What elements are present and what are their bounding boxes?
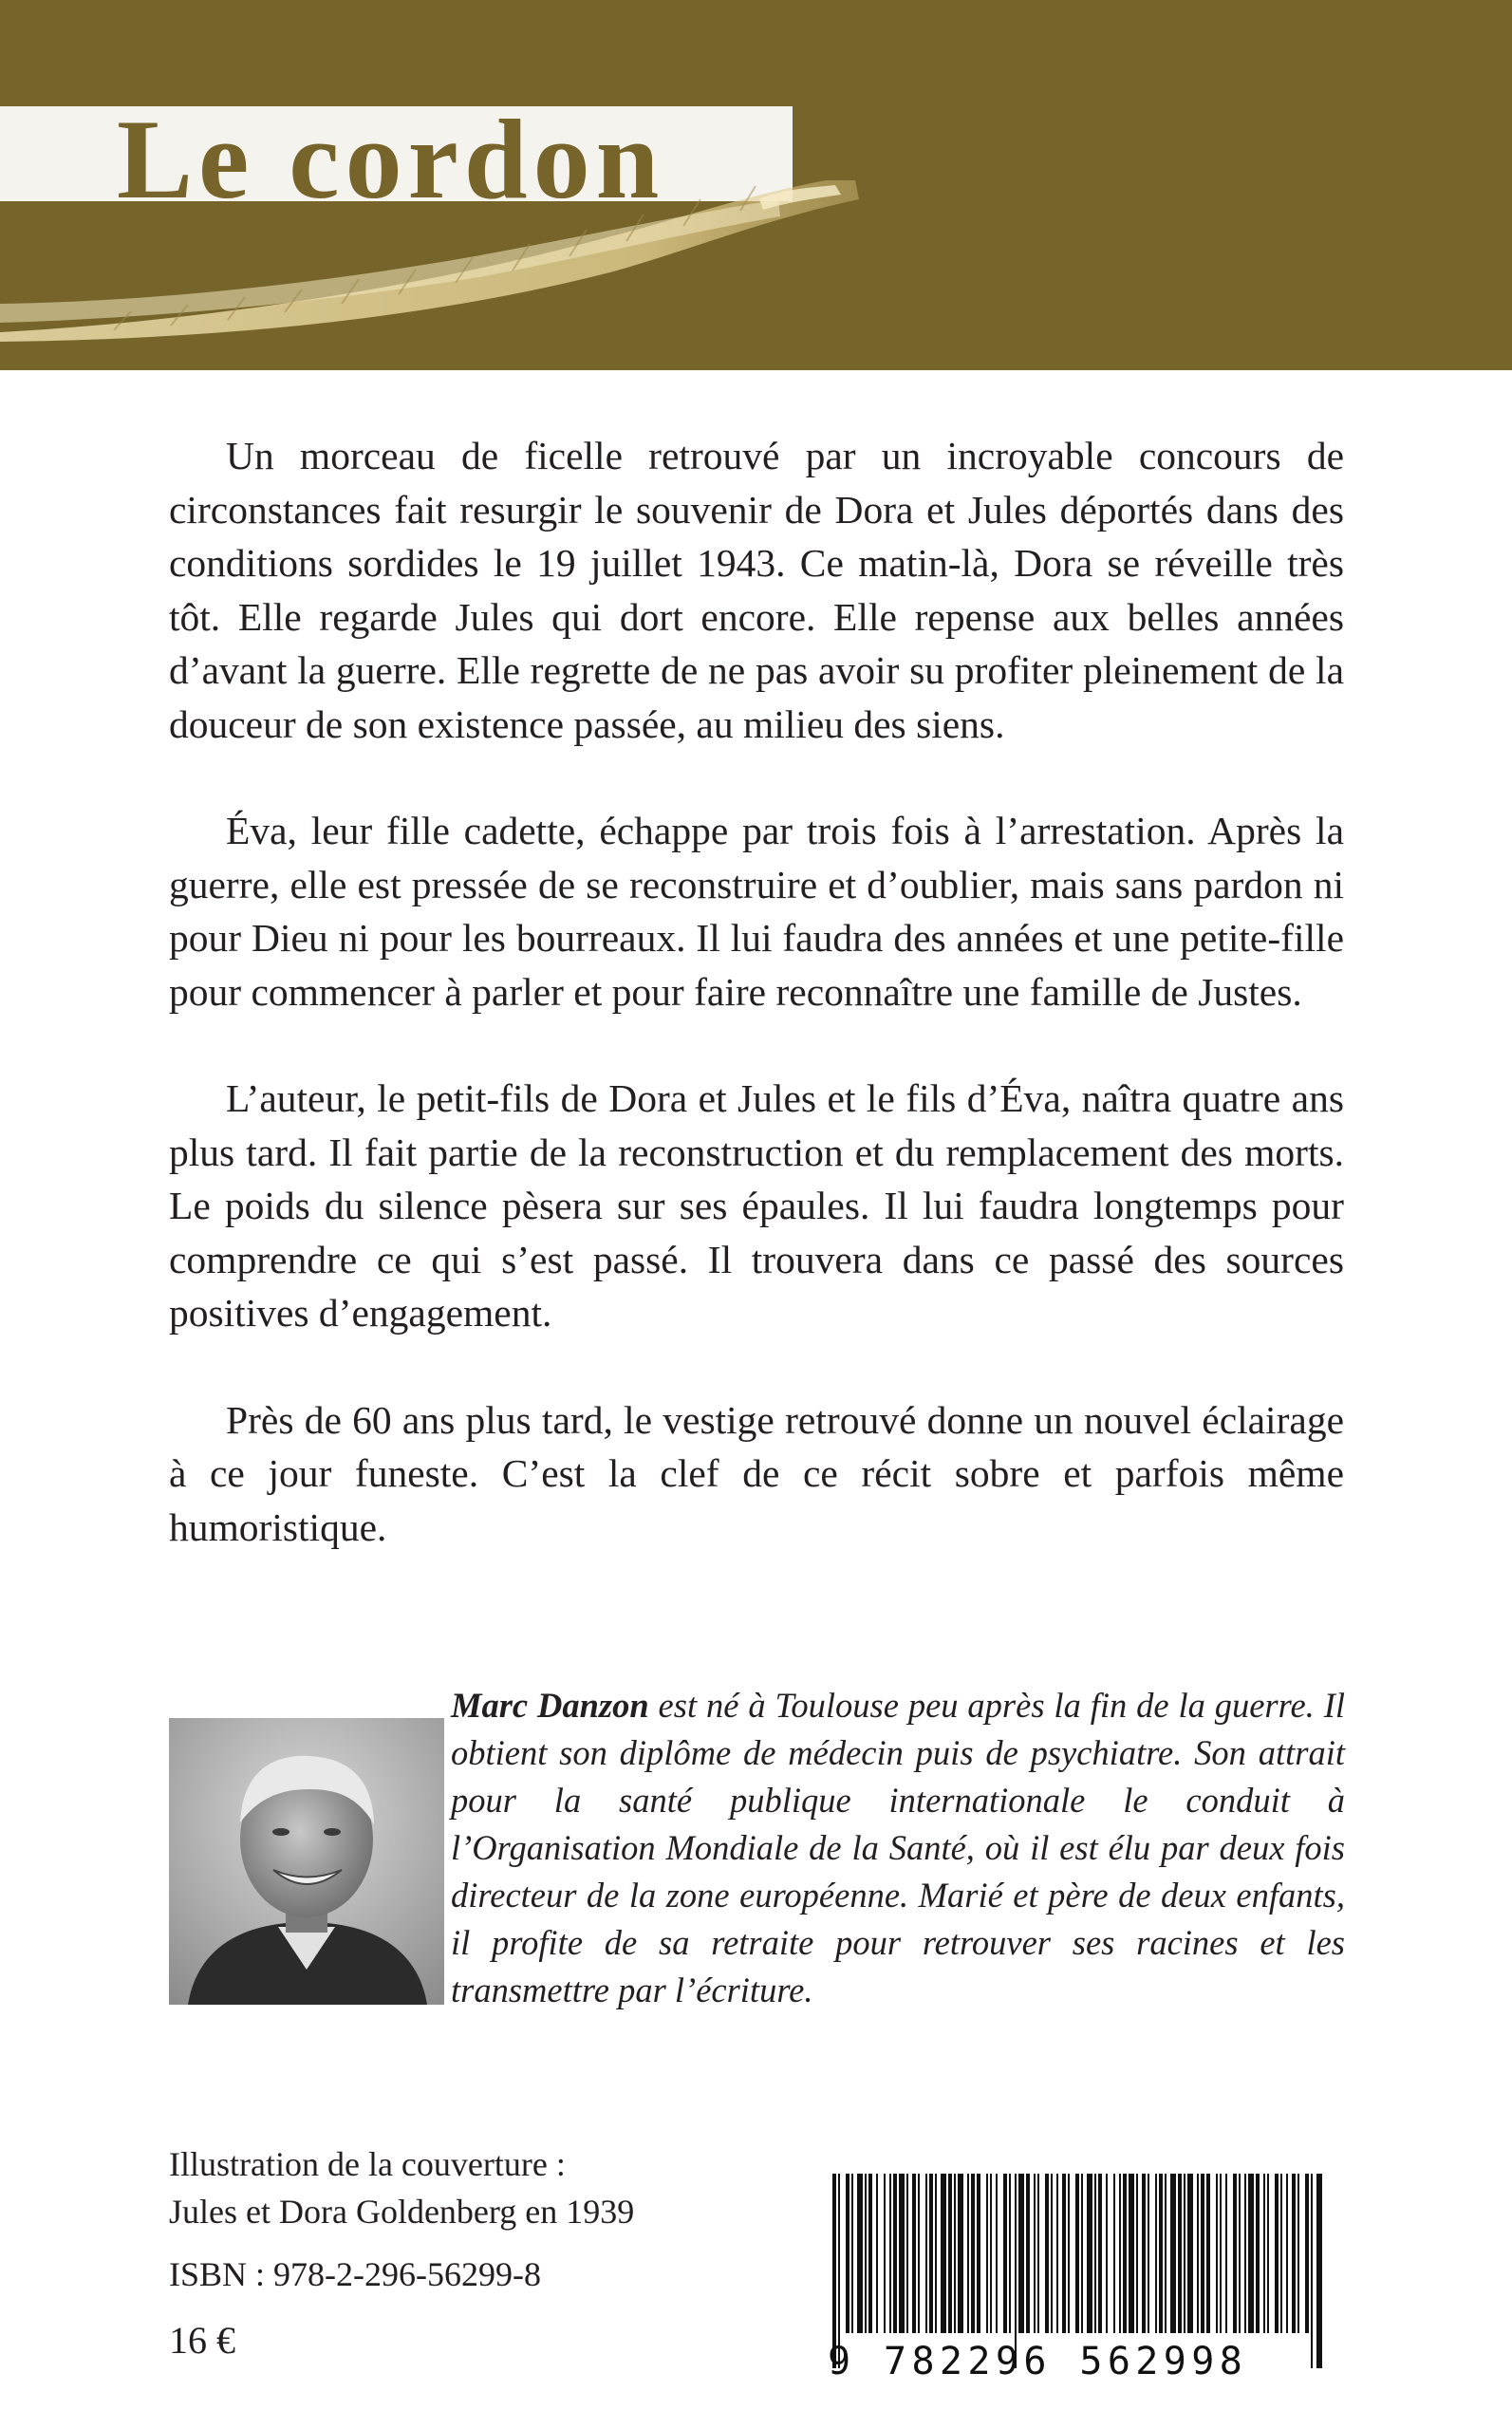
illustration-label: Illustration de la couverture : [169,2145,566,2183]
author-photo [169,1718,444,2005]
barcode-digits: 9 782296 562998 [828,2340,1248,2383]
author-bio-text: est né à Toulouse peu après la fin de la guerre. Il obtient son diplôme de médecin puis de psychiatre. Son attrait pour la santé publique internationale le conduit à l’Organisation Mondiale de la Santé, où il est élu par deux fois directeur de la zone européenne. Marié et père de deux enfants, il profite de sa retraite pour retrouver ses racines et les transmettre par l’écriture. [451,1686,1345,2009]
author-bio [451,1682,1345,2014]
summary-paragraph: Près de 60 ans plus tard, le vestige retrouvé donne un nouvel éclairage à ce jour funeste. C’est la clef de ce récit sobre et parfois même humoristique. [169,1397,1344,1549]
isbn: ISBN : 978-2-296-56299-8 [169,2255,541,2293]
author-name: Marc Danzon [451,1686,649,1725]
back-cover-summary [169,429,1344,1607]
credits [169,2140,634,2364]
price: 16 € [169,2319,235,2362]
book-title: Le cordon [117,96,665,222]
illustration-caption: Jules et Dora Goldenberg en 1939 [169,2193,635,2231]
summary-paragraph: Éva, leur fille cadette, échappe par trois fois à l’arrestation. Après la guerre, elle est pressée de se reconstruire et d’oublier, mais sans pardon ni pour Dieu ni pour les bourreaux. Il lui faudra des années et une petite-fille pour commencer à parler et pour faire reconnaître une famille de Justes. [169,809,1344,1014]
rope-illustration [0,180,949,342]
summary-paragraph: Un morceau de ficelle retrouvé par un incroyable concours de circonstances fait resurgir le souvenir de Dora et Jules déportés dans des conditions sordides le 19 juillet 1943. Ce matin-là, Dora se réveille très tôt. Elle regarde Jules qui dort encore. Elle repense aux belles années d’avant la guerre. Elle regrette de ne pas avoir su profiter pleinement de la douceur de son existence passée, au milieu des siens. [169,434,1344,746]
summary-paragraph: L’auteur, le petit-fils de Dora et Jules et le fils d’Éva, naîtra quatre ans plus tard. Il fait partie de la reconstruction et du remplacement des morts. Le poids du silence pèsera sur ses épaules. Il lui faudra longtemps pour comprendre ce qui s’est passé. Il trouvera dans ce passé des sources positives d’engagement. [169,1076,1344,1335]
